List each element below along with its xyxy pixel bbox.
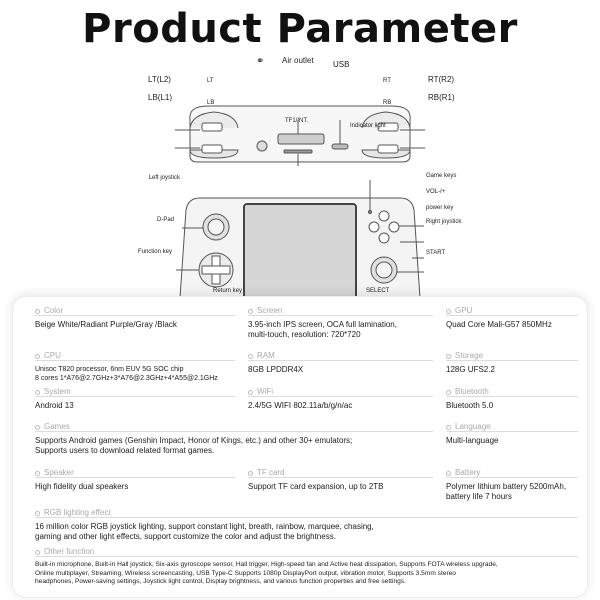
spec-system-label: System — [35, 386, 235, 397]
spec-cpu-label: CPU — [35, 350, 235, 361]
power-key-label: power key — [426, 205, 454, 211]
spec-storage-label: Storage — [446, 350, 578, 361]
spec-gpu-value: Quad Core Mali-G57 850MHz — [446, 320, 552, 329]
spec-wifi-label: WiFi — [248, 386, 433, 397]
spec-card — [12, 296, 588, 598]
spec-battery-value: Polymer lithium battery 5200mAh, battery life 7 hours — [446, 482, 567, 501]
air-outlet-grille — [278, 134, 324, 144]
rb-label: RB(R1) — [428, 93, 455, 102]
spec-other — [35, 546, 578, 587]
spec-system-value: Android 13 — [35, 401, 74, 410]
right-joystick-label: Right joystick — [426, 219, 462, 225]
spec-games — [35, 421, 433, 456]
tf-label: TF1/INT. — [285, 118, 309, 124]
lb-button-label: LB — [207, 100, 215, 106]
spec-screen-value: 3.95-inch IPS screen, OCA full lamination, multi-touch, resolution: 720*720 — [248, 320, 397, 339]
spec-bluetooth-label: Bluetooth — [446, 386, 578, 397]
tf-slot — [284, 150, 312, 153]
spec-color — [35, 305, 235, 330]
rt-label: RT(R2) — [428, 75, 455, 84]
game-keys-label: Game keys — [426, 173, 457, 179]
air-outlet-label: Air outlet — [282, 56, 314, 65]
spec-other-value: Built-in microphone, Built-in Hall joystick, Six-axis gyroscope sensor, Hall trigger, High-speed fan and Active heat dissipation, Supports FOTA wireless upgrade, Online multiplayer, Streaming, Wireless screencasting, USB Type-C Supports 1080p DisplayPort output, vibration motor, Supports 3.5mm stereo headphones, Power-saving settings, Joystick light control, Display brightness, and various function properties and free settings. — [35, 561, 498, 585]
lt-button-label: LT — [207, 78, 214, 84]
select-label: SELECT — [366, 288, 390, 294]
spec-system — [35, 386, 235, 411]
spec-rgb — [35, 507, 578, 542]
spec-language — [446, 421, 578, 446]
spec-cpu — [35, 350, 235, 383]
game-key-top — [379, 211, 389, 221]
spec-storage-value: 128G UFS2.2 — [446, 365, 495, 374]
dpad-horizontal — [202, 266, 230, 274]
spec-storage — [446, 350, 578, 375]
spec-speaker-value: High fidelity dual speakers — [35, 482, 129, 491]
spec-bluetooth — [446, 386, 578, 411]
spec-ram-value: 8GB LPDDR4X — [248, 365, 304, 374]
left-joystick-label: Left joystick — [148, 175, 180, 181]
spec-cpu-value: Unisoc T820 processor, 6nm EUV 5G SOC chip 8 cores 1*A76@2.7GHz+3*A76@2.3GHz+4*A55@2.1GHz — [35, 366, 218, 382]
spec-tf-card-label: TF card — [248, 467, 433, 478]
spec-tf-card — [248, 467, 433, 492]
spec-games-value: Supports Android games (Genshin Impact, Honor of Kings, etc.) and other 30+ emulators; Supports users to download related format games. — [35, 436, 353, 455]
spec-language-value: Multi-language — [446, 436, 499, 445]
device-diagram — [0, 50, 600, 300]
rt-button-label: RT — [383, 78, 391, 84]
spec-color-label: Color — [35, 305, 235, 316]
rb-button-label: RB — [383, 100, 392, 106]
headphone-jack — [257, 141, 267, 151]
game-key-right — [389, 222, 399, 232]
spec-language-label: Language — [446, 421, 578, 432]
spec-ram — [248, 350, 433, 375]
usb-port — [332, 144, 348, 149]
spec-speaker — [35, 467, 235, 492]
device-illustration — [0, 50, 600, 300]
spec-tf-card-value: Support TF card expansion, up to 2TB — [248, 482, 384, 491]
spec-games-label: Games — [35, 421, 433, 432]
game-key-left — [369, 222, 379, 232]
spec-battery — [446, 467, 578, 502]
usb-label: USB — [333, 60, 350, 69]
spec-bluetooth-value: Bluetooth 5.0 — [446, 401, 494, 410]
vol-label: VOL-/+ — [426, 189, 446, 195]
spec-other-label: Other function — [35, 546, 578, 557]
start-label: START — [426, 250, 446, 256]
spec-battery-label: Battery — [446, 467, 578, 478]
spec-ram-label: RAM — [248, 350, 433, 361]
spec-rgb-label: RGB lighting effect — [35, 507, 578, 518]
spec-color-value: Beige White/Radiant Purple/Gray /Black — [35, 320, 177, 329]
spec-gpu-label: GPU — [446, 305, 578, 316]
headphone-icon: ⚭ — [256, 56, 265, 67]
spec-wifi-value: 2.4/5G WIFI 802.11a/b/g/n/ac — [248, 401, 353, 410]
game-key-bottom — [379, 233, 389, 243]
spec-rgb-value: 16 million color RGB joystick lighting, support constant light, breath, rainbow, marquee, chasing, gaming and other light effects, support customize the color and adjust the brightness. — [35, 522, 374, 541]
lb-label: LB(L1) — [148, 93, 173, 102]
dpad-label: D-Pad — [156, 217, 174, 223]
function-key-label: Function key — [137, 249, 172, 255]
spec-gpu — [446, 305, 578, 330]
indicator-label: Indicator light — [350, 123, 386, 129]
indicator-light — [368, 210, 371, 213]
spec-screen-label: Screen — [248, 305, 433, 316]
page-title: Product Parameter — [82, 6, 518, 52]
spec-screen — [248, 305, 433, 340]
spec-speaker-label: Speaker — [35, 467, 235, 478]
return-key-label: Return key — [213, 288, 243, 294]
lt-label: LT(L2) — [148, 75, 171, 84]
spec-wifi — [248, 386, 433, 411]
